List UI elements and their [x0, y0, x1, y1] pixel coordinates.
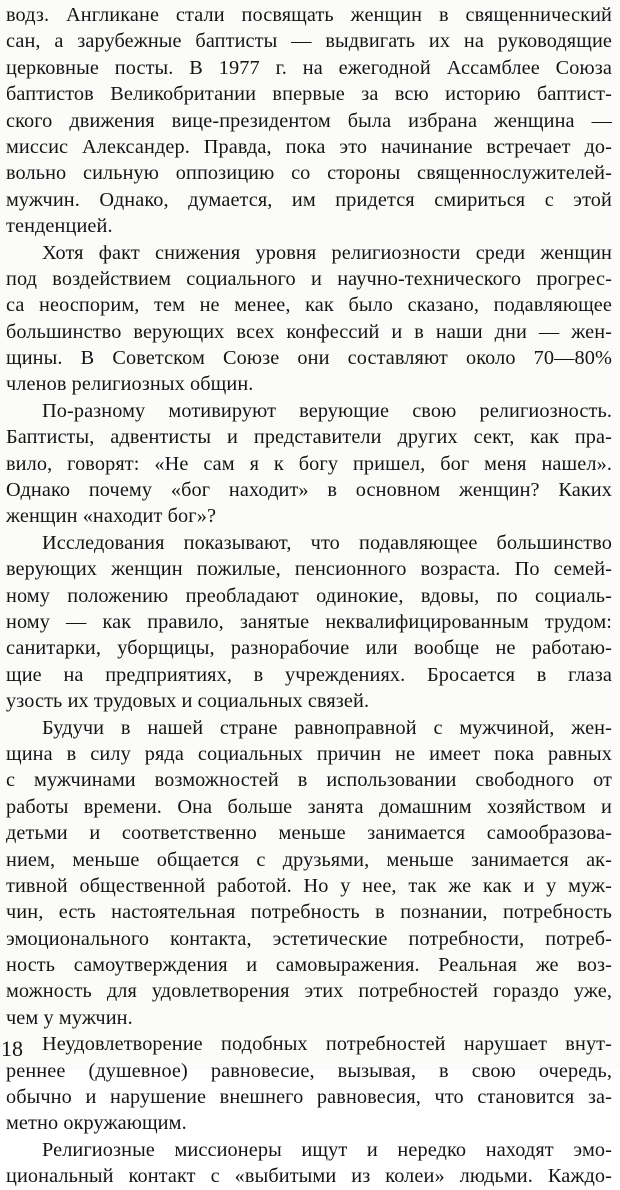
body-text	[6, 2, 612, 1190]
text-line: женщин «находит бог»?	[6, 505, 217, 528]
text-line: большинство верующих всех конфессий и в наши дни — жен-	[6, 320, 612, 343]
text-line: Однако почему «бог находит» в основном женщин? Каких	[6, 479, 612, 502]
text-line: верующих женщин пожилые, пенсионного возраста. По семей-	[6, 558, 612, 581]
text-line: баптистов Великобритании впервые за всю историю баптист-	[6, 83, 612, 106]
text-line: санитарки, уборщицы, разнорабочие или вообще не работаю-	[6, 637, 612, 660]
text-line: под воздействием социального и научно-технического прогрес-	[6, 267, 612, 290]
text-line: Будучи в нашей стране равноправной с мужчиной, жен-	[42, 716, 612, 739]
text-line: щина в силу ряда социальных причин не имеет пока равных	[6, 742, 612, 765]
paragraph	[6, 1031, 612, 1137]
text-line: детьми и соответственно меньше занимается самообразова-	[6, 822, 612, 845]
text-line: узость их трудовых и социальных связей.	[6, 690, 370, 713]
text-line: Религиозные миссионеры ищут и нередко находят эмо-	[42, 1138, 612, 1161]
text-line: ному — как правило, занятые неквалифицированным трудом:	[6, 610, 612, 633]
page-number: 18	[1, 1036, 23, 1061]
paragraph	[6, 2, 612, 240]
text-line: с мужчинами возможностей в использовании свободного от	[6, 769, 612, 792]
text-line: ского движения вице-президентом была избрана женщина —	[6, 109, 612, 132]
text-line: церковные посты. В 1977 г. на ежегодной Ассамблее Союза	[6, 56, 612, 79]
text-line: тенденцией.	[6, 215, 113, 238]
text-line: мужчин. Однако, думается, им придется смириться с этой	[6, 188, 612, 211]
text-line: щие на предприятиях, в учреждениях. Бросается в глаза	[6, 663, 612, 686]
text-line: метно окружающим.	[6, 1112, 187, 1135]
text-line: Исследования показывают, что подавляющее большинство	[42, 531, 612, 554]
text-line: По-разному мотивируют верующие свою религиозность.	[42, 399, 612, 422]
text-line: щины. В Советском Союзе они составляют около 70—80%	[6, 347, 612, 370]
text-line: эмоционального контакта, эстетические потребности, потреб-	[6, 927, 612, 950]
text-line: работы времени. Она больше занята домашним хозяйством и	[6, 795, 612, 818]
text-line: ному положению преобладают одинокие, вдовы, по социаль-	[6, 584, 612, 607]
text-line: нием, меньше общается с друзьями, меньше занимается ак-	[6, 848, 612, 871]
text-line: сан, а зарубежные баптисты — выдвигать их на руководящие	[6, 30, 612, 53]
paragraph	[6, 398, 612, 530]
text-line: вило, говорят: «Не сам я к богу пришел, бог меня нашел».	[6, 452, 612, 475]
text-line: циональный контакт с «выбитыми из колеи» людьми. Каждо-	[6, 1165, 612, 1188]
paragraph	[6, 240, 612, 398]
text-line: Хотя факт снижения уровня религиозности среди женщин	[42, 241, 612, 264]
text-line: Баптисты, адвентисты и представители других сект, как пра-	[6, 426, 612, 449]
text-line: чин, есть настоятельная потребность в познании, потребность	[6, 901, 612, 924]
text-line: вольно сильную оппозицию со стороны священнослужителей-	[6, 162, 612, 185]
text-line: обычно и нарушение внешнего равновесия, что становится за-	[6, 1086, 612, 1109]
text-line: водз. Англикане стали посвящать женщин в священнический	[6, 4, 612, 26]
paragraph	[6, 1137, 612, 1190]
text-line: членов религиозных общин.	[6, 373, 254, 396]
text-line: са неоспорим, тем не менее, как было сказано, подавляющее	[6, 294, 612, 317]
text-line: Неудовлетворение подобных потребностей нарушает внут-	[42, 1033, 612, 1056]
text-line: ность самоутверждения и самовыражения. Реальная же воз-	[6, 954, 612, 977]
text-line: реннее (душевное) равновесие, вызывая, в свою очередь,	[6, 1059, 612, 1082]
text-line: миссис Александер. Правда, пока это начинание встречает до-	[6, 135, 612, 158]
paragraph	[6, 715, 612, 1032]
text-line: чем у мужчин.	[6, 1006, 133, 1029]
text-line: можность для удовлетворения этих потребностей гораздо уже,	[6, 980, 612, 1003]
text-line: тивной общественной работой. Но у нее, так же как и у муж-	[6, 874, 612, 897]
paragraph	[6, 530, 612, 715]
